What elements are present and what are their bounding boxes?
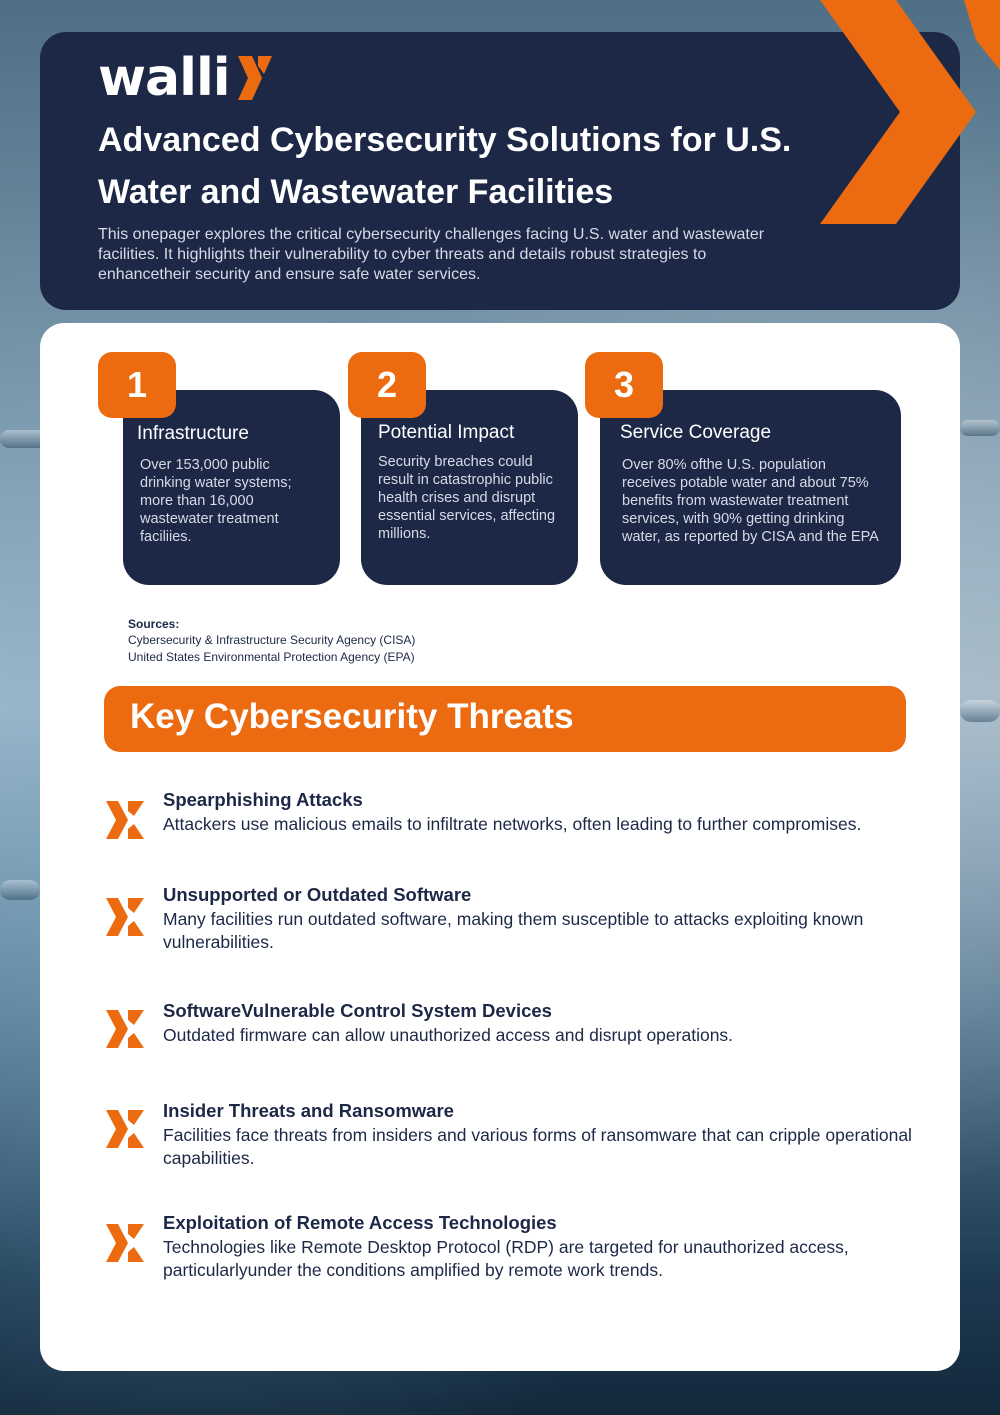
wallix-x-icon [104,898,146,936]
threat-title: Unsupported or Outdated Software [163,884,472,905]
stat-title: Service Coverage [620,422,772,443]
threat-text: Attackers use malicious emails to infiltrate networks, often leading to further compromises. [163,814,862,834]
stat-card-potential-impact [361,390,578,585]
threat-text: Outdated firmware can allow unauthorized access and disrupt operations. [163,1025,734,1045]
stat-text: Over 80% ofthe U.S. population receives potable water and about 75% benefits from wastewater treatment services, with 90% getting drinking water, as reported by CISA and the EPA [622,457,879,545]
background-pipe [960,700,1000,722]
background-pipe [0,880,40,900]
stat-card-service-coverage [600,390,901,585]
wallix-x-icon [104,1010,146,1048]
intro-text: This onepager explores the critical cybersecurity challenges facing U.S. water and wastewater facilities. It highlights their vulnerability to cyber threats and details robust strategies to enhancetheir security and ensure safe water services. [98,226,765,283]
threat-text: Many facilities run outdated software, making them susceptible to attacks exploiting known vulnerabilities. [163,909,864,952]
stat-text: Over 153,000 public drinking water systems; more than 16,000 wastewater treatment faciliies. [140,457,292,545]
stat-number-badge: 3 [585,352,663,418]
background-pipe [960,420,1000,436]
wallix-logo [98,48,230,108]
orange-chevron-graphic [800,0,1000,250]
threats-heading-bar [104,686,906,752]
wallix-logo-x-icon [234,56,274,100]
source-item: Cybersecurity & Infrastructure Security Agency (CISA) [128,633,416,647]
stat-number-badge: 2 [348,352,426,418]
sources-label: Sources: [128,617,180,631]
threat-title: Exploitation of Remote Access Technologies [163,1212,557,1233]
stat-text: Security breaches could result in catastrophic public health crises and disrupt essential services, affecting millions. [378,454,556,542]
wallix-x-icon [104,1224,146,1262]
threats-heading: Key Cybersecurity Threats [130,697,574,736]
content-panel [40,323,960,1371]
threat-title: SoftwareVulnerable Control System Devices [163,1000,552,1021]
logo-wordmark: walli [98,48,230,108]
threat-text: Technologies like Remote Desktop Protocol (RDP) are targeted for unauthorized access, particularlyunder the conditions amplified by remote work trends. [163,1237,849,1280]
wallix-x-icon [104,1110,146,1148]
stat-number-badge: 1 [98,352,176,418]
stat-title: Potential Impact [378,422,515,443]
source-item: United States Environmental Protection Agency (EPA) [128,650,415,664]
stat-title: Infrastructure [137,423,249,444]
threat-text: Facilities face threats from insiders and various forms of ransomware that can cripple operational capabilities. [163,1125,912,1168]
wallix-x-icon [104,801,146,839]
threat-title: Insider Threats and Ransomware [163,1100,454,1121]
threat-title: Spearphishing Attacks [163,789,363,810]
page-title: Advanced Cybersecurity Solutions for U.S. Water and Wastewater Facilities [98,121,792,211]
stat-card-infrastructure [123,390,340,585]
